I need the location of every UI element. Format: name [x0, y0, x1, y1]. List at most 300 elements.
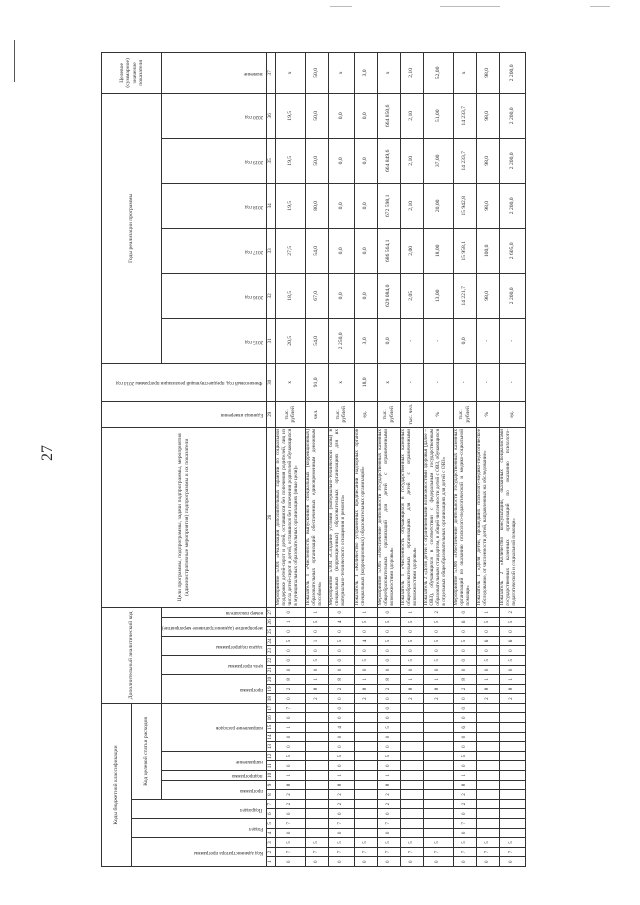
code-digit: 5: [453, 751, 476, 761]
code-digit: [400, 780, 423, 790]
code-digit: [499, 732, 525, 742]
code-digit: 0: [453, 607, 476, 617]
code-digit: 0: [476, 665, 499, 675]
code-digit: 0: [400, 857, 423, 867]
row-year-value: 2,10: [400, 93, 423, 138]
code-digit: 0: [377, 742, 400, 752]
code-digit: 6: [476, 636, 499, 646]
code-digit: 0: [377, 655, 400, 665]
header-event: [162, 617, 267, 636]
code-digit: 0: [377, 732, 400, 742]
row-year-value: 54,0: [305, 228, 328, 273]
header-subprogram: [162, 771, 267, 781]
code-digit: 7: [354, 847, 377, 857]
code-digit: 0: [328, 627, 354, 637]
code-digit: 0: [400, 665, 423, 675]
code-digit: 5: [400, 838, 423, 848]
code-digit: 2: [354, 694, 377, 704]
scan-smudge: [440, 6, 500, 7]
code-digit: 0: [423, 665, 453, 675]
code-digit: [400, 732, 423, 742]
code-digit: 5: [476, 617, 499, 627]
code-digit: [499, 771, 525, 781]
row-target-value: 50,0: [305, 52, 328, 93]
row-unit: чел.: [305, 401, 328, 427]
code-digit: 6: [499, 636, 525, 646]
column-index: 1: [266, 857, 275, 867]
row-year-value: -: [476, 318, 499, 363]
code-digit: 0: [476, 857, 499, 867]
code-digit: 8: [453, 780, 476, 790]
code-digit: 1: [423, 675, 453, 685]
code-digit: [423, 828, 453, 838]
row-year-value: 15 958,1: [453, 228, 476, 273]
header-name: Цели программы, подпрограммы, задачи подпрограммы, мероприятия (административные мероприятия) подпрограммы и их показатели: [102, 427, 267, 607]
header-y2017: [162, 228, 267, 273]
code-digit: 0: [499, 646, 525, 656]
code-digit: [423, 713, 453, 723]
code-digit: 2: [328, 799, 354, 809]
column-index: 9: [266, 780, 275, 790]
code-digit: [423, 809, 453, 819]
row-base-value: х: [275, 363, 305, 401]
code-digit: 8: [354, 684, 377, 694]
code-digit: [423, 751, 453, 761]
header-y2017-label: 2017 год: [244, 248, 263, 254]
column-index: 7: [266, 799, 275, 809]
code-digit: [499, 790, 525, 800]
row-unit: тыс. рублей: [377, 401, 400, 427]
header-y2015-label: 2015 год: [244, 338, 263, 344]
code-digit: 1: [453, 771, 476, 781]
code-digit: [400, 790, 423, 800]
code-digit: 1: [305, 675, 328, 685]
code-digit: [476, 742, 499, 752]
row-year-value: 67,0: [305, 273, 328, 318]
code-digit: 5: [377, 617, 400, 627]
code-digit: 2: [453, 684, 476, 694]
code-digit: 0: [377, 665, 400, 675]
code-digit: 1: [354, 675, 377, 685]
row-year-value: 0,0: [354, 93, 377, 138]
program-indicators-table: [101, 52, 526, 867]
code-digit: 7: [328, 819, 354, 829]
code-digit: 1: [275, 723, 305, 733]
code-digit: 7: [377, 819, 400, 829]
row-year-value: 98,0: [476, 138, 499, 183]
header-y2020-label: 2020 год: [244, 113, 263, 119]
code-digit: 2: [377, 684, 400, 694]
code-digit: 0: [275, 607, 305, 617]
code-digit: 0: [377, 627, 400, 637]
code-digit: 2: [499, 694, 525, 704]
row-year-value: 14 221,7: [453, 273, 476, 318]
column-index: 5: [266, 819, 275, 829]
code-digit: [354, 761, 377, 771]
code-digit: [499, 819, 525, 829]
code-digit: 0: [305, 627, 328, 637]
header-subsection-label: Подраздел: [240, 806, 263, 812]
table-row: [275, 52, 305, 866]
code-digit: 2: [275, 684, 305, 694]
code-digit: 0: [453, 761, 476, 771]
row-year-value: 13,00: [423, 273, 453, 318]
code-digit: 0: [377, 607, 400, 617]
row-year-value: 50,0: [305, 138, 328, 183]
row-target-value: х: [453, 52, 476, 93]
code-digit: [354, 790, 377, 800]
row-unit: тыс. рублей: [453, 401, 476, 427]
row-unit: %: [476, 401, 499, 427]
row-description: Мероприятие 5.005 «Обеспечение деятельности государственных казенных общеобразовательных организаций для детей с ограниченными возможностями здоровья»: [377, 427, 400, 607]
row-year-value: 80,0: [305, 183, 328, 228]
header-subprogram-label: подпрограмма: [232, 773, 263, 779]
row-year-value: 664 849,6: [377, 138, 400, 183]
code-digit: 0: [275, 761, 305, 771]
code-digit: 7: [400, 847, 423, 857]
column-index: 28: [266, 427, 275, 607]
code-digit: 0: [328, 857, 354, 867]
rotated-table-frame: [101, 58, 518, 867]
code-digit: 7: [453, 847, 476, 857]
code-digit: [476, 771, 499, 781]
code-digit: 5: [499, 838, 525, 848]
code-digit: [305, 723, 328, 733]
row-year-value: 14 233,7: [453, 93, 476, 138]
code-digit: [423, 703, 453, 713]
row-year-value: 37,00: [423, 138, 453, 183]
table-row: [423, 52, 453, 866]
code-digit: 0: [400, 627, 423, 637]
row-year-value: 0,0: [354, 228, 377, 273]
column-index: 15: [266, 723, 275, 733]
code-digit: 0: [377, 761, 400, 771]
code-digit: 0: [453, 713, 476, 723]
row-description: Мероприятие 5.001 «Реализация дополнительных гарантий по социальной поддержке детей-сирот и детей, оставшихся без попечения родителей, лиц из числа детей-сирот и детей, оставшихся без попечения родителей обучающихся в муниципальных образовательных организациях (иные цели)»: [275, 427, 305, 607]
code-digit: [499, 751, 525, 761]
code-digit: 5: [354, 655, 377, 665]
row-base-value: -: [476, 363, 499, 401]
header-target: Целевое (суммарное) значение показателя: [102, 52, 162, 93]
row-unit: тыс. чел.: [400, 401, 423, 427]
scan-mark: [14, 40, 15, 82]
code-digit: [476, 761, 499, 771]
code-digit: 7: [377, 847, 400, 857]
header-section-label: Раздел: [248, 826, 263, 831]
header-y2015: [162, 318, 267, 363]
column-index: 14: [266, 732, 275, 742]
code-digit: [499, 780, 525, 790]
row-year-value: 629 084,0: [377, 273, 400, 318]
code-digit: [400, 799, 423, 809]
code-digit: 5: [453, 838, 476, 848]
code-digit: 0: [328, 665, 354, 675]
code-digit: 1: [377, 771, 400, 781]
code-digit: [476, 732, 499, 742]
row-year-value: 0,0: [328, 93, 354, 138]
row-target-value: 98,0: [476, 52, 499, 93]
row-year-value: 27,5: [275, 228, 305, 273]
column-index: 36: [266, 93, 275, 138]
code-digit: 2: [275, 790, 305, 800]
code-digit: [423, 742, 453, 752]
code-digit: 5: [453, 636, 476, 646]
code-digit: 8: [305, 684, 328, 694]
code-digit: 0: [354, 646, 377, 656]
code-digit: [354, 751, 377, 761]
column-index: 3: [266, 838, 275, 848]
code-digit: 0: [328, 732, 354, 742]
code-digit: [423, 819, 453, 829]
code-digit: 0: [305, 646, 328, 656]
code-digit: 2: [453, 790, 476, 800]
row-year-value: 2 250,0: [328, 318, 354, 363]
code-digit: [423, 723, 453, 733]
row-year-value: 2 200,0: [499, 93, 525, 138]
code-digit: 0: [377, 828, 400, 838]
row-base-value: -: [423, 363, 453, 401]
code-digit: 0: [275, 646, 305, 656]
row-year-value: 51,00: [423, 93, 453, 138]
column-index: 35: [266, 138, 275, 183]
row-year-value: 0,0: [354, 183, 377, 228]
code-digit: 0: [453, 732, 476, 742]
code-digit: 7: [476, 847, 499, 857]
code-digit: [354, 723, 377, 733]
code-digit: [354, 799, 377, 809]
row-year-value: 686 564,1: [377, 228, 400, 273]
code-digit: [476, 790, 499, 800]
header-task-label: задача подпрограммы: [216, 643, 263, 649]
code-digit: 5: [476, 838, 499, 848]
code-digit: [423, 732, 453, 742]
code-digit: 2: [305, 694, 328, 704]
row-year-value: 14 233,7: [453, 138, 476, 183]
row-year-value: 54,0: [305, 318, 328, 363]
row-year-value: 98,0: [476, 93, 499, 138]
code-digit: 0: [275, 732, 305, 742]
code-digit: 0: [275, 665, 305, 675]
code-digit: [400, 809, 423, 819]
header-program-label: программа: [239, 787, 263, 793]
code-digit: [354, 713, 377, 723]
row-unit: ед.: [499, 401, 525, 427]
code-digit: 5: [305, 655, 328, 665]
row-description: Показатель 1 «Численность обучающихся в государственных казенных общеобразовательных организациях для детей с ограниченными возможностями здоровья»: [400, 427, 423, 607]
row-target-value: х: [328, 52, 354, 93]
code-digit: 5: [400, 617, 423, 627]
table-row: [354, 52, 377, 866]
code-digit: [354, 771, 377, 781]
column-index: 33: [266, 228, 275, 273]
code-digit: 0: [377, 713, 400, 723]
header-dop-program-label: программа: [239, 686, 263, 692]
code-digit: [476, 809, 499, 819]
code-digit: 0: [499, 857, 525, 867]
code-digit: 0: [354, 627, 377, 637]
code-digit: 7: [499, 847, 525, 857]
code-digit: 5: [328, 838, 354, 848]
header-y2019-label: 2019 год: [244, 158, 263, 164]
code-digit: [499, 828, 525, 838]
code-digit: 6: [453, 617, 476, 627]
code-digit: 0: [453, 809, 476, 819]
code-digit: [305, 819, 328, 829]
header-indicator-no-label: номер показателя: [225, 610, 263, 616]
code-digit: 1: [275, 771, 305, 781]
row-description: Показатель 1 «Количество устраненных предписаний надзорных органов специальных (коррекционных) образовательных организаций»: [354, 427, 377, 607]
row-base-value: -: [499, 363, 525, 401]
code-digit: 5: [423, 636, 453, 646]
code-digit: 0: [328, 761, 354, 771]
row-year-value: 100,0: [476, 228, 499, 273]
row-unit: тыс. рублей: [328, 401, 354, 427]
table-row: [453, 52, 476, 866]
row-unit: ед.: [354, 401, 377, 427]
code-digit: 0: [328, 703, 354, 713]
table-row: [400, 52, 423, 866]
code-digit: [499, 703, 525, 713]
code-digit: 8: [453, 675, 476, 685]
code-digit: [476, 799, 499, 809]
code-digit: [305, 809, 328, 819]
code-digit: 4: [328, 723, 354, 733]
code-digit: 5: [377, 723, 400, 733]
code-digit: [354, 809, 377, 819]
header-task: [162, 636, 267, 655]
code-digit: [423, 799, 453, 809]
code-digit: 0: [328, 809, 354, 819]
row-target-value: х: [377, 52, 400, 93]
row-year-value: 2 605,0: [499, 228, 525, 273]
code-digit: 0: [377, 646, 400, 656]
code-digit: 8: [275, 675, 305, 685]
column-index: 29: [266, 401, 275, 427]
code-digit: 0: [377, 694, 400, 704]
code-digit: 7: [328, 847, 354, 857]
code-digit: 1: [305, 607, 328, 617]
row-target-value: 52,00: [423, 52, 453, 93]
row-year-value: 0,0: [328, 138, 354, 183]
code-digit: 0: [423, 627, 453, 637]
code-digit: 0: [423, 646, 453, 656]
column-index: 10: [266, 771, 275, 781]
code-digit: 2: [423, 694, 453, 704]
row-year-value: 2,10: [400, 138, 423, 183]
code-digit: 1: [328, 771, 354, 781]
code-digit: 1: [275, 617, 305, 627]
code-digit: 0: [453, 665, 476, 675]
code-digit: 5: [423, 617, 453, 627]
code-digit: [305, 713, 328, 723]
code-digit: 0: [400, 646, 423, 656]
code-digit: [423, 771, 453, 781]
code-digit: 2: [400, 694, 423, 704]
row-base-value: 91,0: [305, 363, 328, 401]
row-year-value: -: [423, 318, 453, 363]
code-digit: 1: [400, 607, 423, 617]
code-digit: 0: [476, 627, 499, 637]
row-year-value: 2 200,0: [499, 138, 525, 183]
column-index: 13: [266, 742, 275, 752]
code-digit: [400, 723, 423, 733]
column-index: 2: [266, 847, 275, 857]
code-digit: 0: [377, 857, 400, 867]
code-digit: 7: [453, 819, 476, 829]
column-index: 17: [266, 703, 275, 713]
row-description: Показатель 1 «Численность выпускников специальных (коррекционных) образовательных организаций обеспеченных единовременным денежным пособием»: [305, 427, 328, 607]
code-digit: 0: [453, 646, 476, 656]
header-target-article: Код целевой статьи расходов: [132, 703, 162, 799]
row-description: Показатель 2 «Доля детей с ограниченными возможностями здоровья (далее – ОВЗ), обучающихся в соответствии с федеральным государственным образовательным стандартом, в общей численности детей с ОВЗ, обучающихся в отдельных общеобразовательных организациях для детей с ОВЗ»: [423, 427, 453, 607]
code-digit: 0: [499, 665, 525, 675]
code-digit: 5: [275, 636, 305, 646]
code-digit: 2: [499, 607, 525, 617]
row-year-value: 3,0: [354, 318, 377, 363]
header-indicator-no: [162, 607, 267, 617]
code-digit: 0: [275, 857, 305, 867]
code-digit: [499, 742, 525, 752]
header-base-year-label: Финансовый год, предшествующий реализации программы 2014 год: [116, 380, 263, 386]
code-digit: 8: [499, 684, 525, 694]
table-row: [377, 52, 400, 866]
column-index: 6: [266, 809, 275, 819]
row-base-value: -: [453, 363, 476, 401]
code-digit: [476, 751, 499, 761]
code-digit: 0: [453, 694, 476, 704]
header-y2018: [162, 183, 267, 228]
header-value: [162, 52, 267, 93]
code-digit: [476, 780, 499, 790]
row-year-value: 19,5: [275, 93, 305, 138]
code-digit: [305, 742, 328, 752]
column-index: 23: [266, 646, 275, 656]
row-target-value: х: [275, 52, 305, 93]
code-digit: 0: [305, 857, 328, 867]
code-digit: [305, 761, 328, 771]
column-index: 18: [266, 694, 275, 704]
row-year-value: 18,00: [423, 228, 453, 273]
column-index: 27: [266, 607, 275, 617]
code-digit: [400, 819, 423, 829]
column-index: 32: [266, 273, 275, 318]
row-year-value: 672 598,1: [377, 183, 400, 228]
column-index: 12: [266, 751, 275, 761]
row-year-value: 15 942,8: [453, 183, 476, 228]
code-digit: 0: [328, 713, 354, 723]
code-digit: 7: [275, 819, 305, 829]
code-digit: [400, 751, 423, 761]
header-expense-direction: [162, 703, 267, 751]
code-digit: 5: [400, 636, 423, 646]
code-digit: [354, 732, 377, 742]
code-digit: 5: [423, 655, 453, 665]
code-digit: [499, 809, 525, 819]
code-digit: [305, 771, 328, 781]
code-digit: [423, 780, 453, 790]
header-y2016: [162, 273, 267, 318]
column-index: 37: [266, 52, 275, 93]
code-digit: 0: [453, 703, 476, 713]
code-digit: 0: [499, 627, 525, 637]
row-target-value: 3,0: [354, 52, 377, 93]
code-digit: 8: [377, 780, 400, 790]
code-digit: 0: [275, 828, 305, 838]
code-digit: [400, 828, 423, 838]
code-digit: 0: [377, 809, 400, 819]
code-digit: [354, 703, 377, 713]
row-unit: %: [423, 401, 453, 427]
